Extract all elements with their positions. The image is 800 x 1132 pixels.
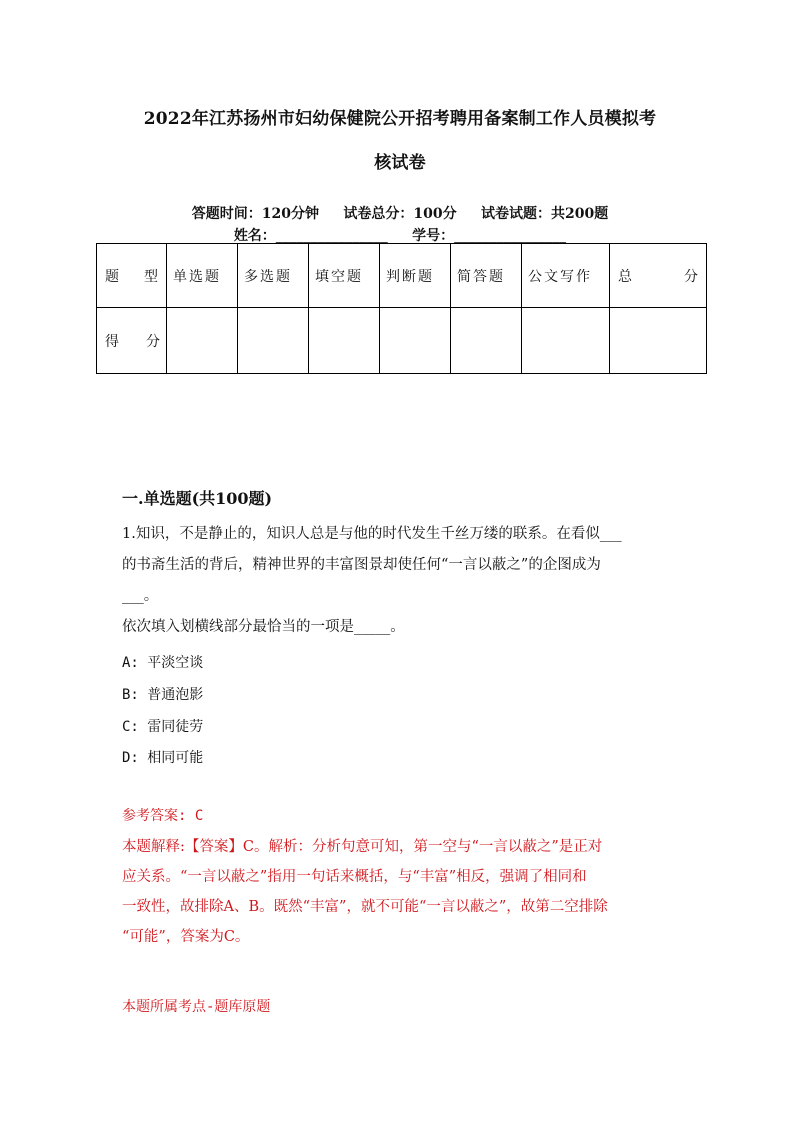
cell-single-choice: 单选题 bbox=[167, 244, 238, 308]
score-input-cell[interactable] bbox=[309, 308, 380, 374]
cell-total: 总 分 bbox=[610, 244, 707, 308]
score-input-cell[interactable] bbox=[610, 308, 707, 374]
question-text-line: 1.知识，不是静止的，知识人总是与他的时代发生千丝万缕的联系。在看似___ bbox=[122, 526, 622, 542]
cell-multiple-choice: 多选题 bbox=[238, 244, 309, 308]
option-a[interactable]: A: 平淡空谈 bbox=[122, 655, 204, 671]
cell-score-label: 得 分 bbox=[97, 308, 167, 374]
cell-official-writing: 公文写作 bbox=[522, 244, 610, 308]
question-text-line: ___。 bbox=[122, 588, 159, 604]
explanation-line: “可能”，答案为C。 bbox=[122, 929, 250, 945]
reference-answer: 参考答案: C bbox=[122, 808, 204, 824]
cell-fill-blank: 填空题 bbox=[309, 244, 380, 308]
option-c[interactable]: C: 雷同徒劳 bbox=[122, 719, 204, 735]
option-b[interactable]: B: 普通泡影 bbox=[122, 687, 204, 703]
score-input-cell[interactable] bbox=[238, 308, 309, 374]
explanation-line: 一致性，故排除A、B。既然“丰富”，就不可能“一言以蔽之”，故第二空排除 bbox=[122, 899, 608, 915]
score-input-cell[interactable] bbox=[522, 308, 610, 374]
cell-true-false: 判断题 bbox=[380, 244, 451, 308]
source-note: 本题所属考点-题库原题 bbox=[122, 999, 271, 1015]
exam-meta-info: 答题时间：120分钟 试卷总分：100分 试卷试题：共200题 bbox=[191, 206, 609, 222]
score-input-cell[interactable] bbox=[451, 308, 522, 374]
name-id-fields: 姓名：________________ 学号：________________ bbox=[233, 228, 567, 244]
score-input-cell[interactable] bbox=[380, 308, 451, 374]
score-input-cell[interactable] bbox=[167, 308, 238, 374]
question-text-line: 的书斋生活的背后，精神世界的丰富图景却使任何“一言以蔽之”的企图成为 bbox=[122, 557, 601, 573]
score-table-header-row bbox=[97, 244, 707, 308]
score-table-score-row bbox=[97, 308, 707, 374]
section-title: 一.单选题(共100题) bbox=[122, 489, 273, 508]
option-d[interactable]: D: 相同可能 bbox=[122, 750, 204, 766]
explanation-line: 本题解释:【答案】C。解析：分析句意可知，第一空与“一言以蔽之”是正对 bbox=[122, 839, 603, 855]
cell-question-type: 题 型 bbox=[97, 244, 167, 308]
score-table bbox=[96, 243, 707, 374]
exam-title-line2: 核试卷 bbox=[374, 153, 426, 173]
exam-title-line1: 2022年江苏扬州市妇幼保健院公开招考聘用备案制工作人员模拟考 bbox=[143, 109, 657, 129]
question-prompt: 依次填入划横线部分最恰当的一项是_____。 bbox=[122, 619, 405, 635]
explanation-line: 应关系。“一言以蔽之”指用一句话来概括，与“丰富”相反，强调了相同和 bbox=[122, 869, 587, 885]
cell-short-answer: 简答题 bbox=[451, 244, 522, 308]
